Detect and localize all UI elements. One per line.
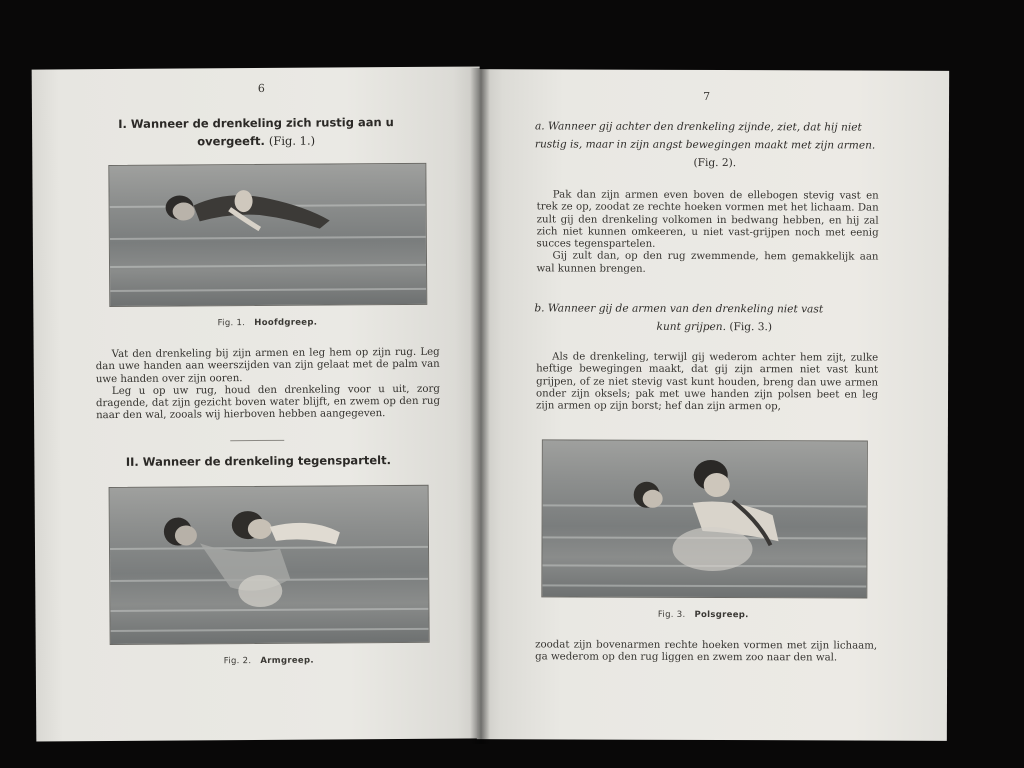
section-divider [230, 440, 284, 441]
paragraph-block-b [536, 351, 878, 414]
section-heading-1 [52, 113, 460, 152]
figure-3-caption [541, 609, 865, 620]
figure-reference: (Fig. 1.) [268, 133, 316, 148]
figure-reference: (Fig. 3.) [729, 321, 773, 334]
figure-1-photo [108, 163, 427, 307]
figure-title: Armgreep. [260, 655, 314, 666]
page-number: 7 [703, 89, 711, 103]
paragraph-block-a [536, 189, 878, 276]
left-page [32, 66, 485, 741]
heading-line [534, 317, 894, 336]
paragraph: Als de drenkeling, terwijl gij wederom achter hem zijt, zulke heftige bewegingen maakt, dat gij zijn armen niet vast kunt grijpen, of ze niet stevig vast kunt houden, breng dan uwe armen onder zijn oksels; pak met uwe handen zijn polsen beet en leg zijn armen op zijn borst; hef dan zijn armen op, [535, 351, 879, 413]
figure-title: Hoofdgreep. [254, 317, 318, 329]
subsection-b-heading [534, 299, 894, 336]
figure-3-photo [541, 439, 868, 598]
heading-line: a. Wanneer gij achter den drenkeling zijnde, ziet, dat hij niet [534, 120, 862, 134]
subsection-a-heading [535, 117, 895, 172]
figure-1-caption [109, 317, 425, 329]
heading-line [52, 131, 460, 152]
swimmers-illustration [109, 164, 426, 306]
heading-line: b. Wanneer gij de armen van den drenkeling niet vast [534, 302, 824, 316]
swimmers-illustration [110, 486, 429, 644]
paragraph-block-1 [96, 347, 441, 423]
figure-label: Fig. 2. [223, 656, 252, 667]
paragraph-block-b2 [535, 639, 877, 665]
heading-line: I. Wanneer de drenkeling zich rustig aan u [118, 115, 394, 131]
paragraph: Leg u op uw rug, houd den drenkeling voor u uit, zorg dragende, dat zijn gezicht boven water blijft, en zwem op den rug naar den wal, zooals wij hierboven hebben aangegeven. [95, 383, 441, 422]
swimmers-illustration [542, 440, 867, 597]
figure-reference: (Fig. 2). [693, 156, 737, 170]
paragraph: Pak dan zijn armen even boven de ellebogen stevig vast en trek ze op, zoodat ze rechte hoeken vormen met het lichaam. Dan zult gij den drenkeling volkomen in bedwang hebben, en hij zal zich niet kunnen omkeeren, u niet vast-grijpen noch met eenig succes tegenspartelen. [536, 189, 879, 250]
paragraph: Vat den drenkeling bij zijn armen en leg hem op zijn rug. Leg dan uwe handen aan weerszijden van zijn gelaat met de palm van uwe handen over zijn ooren. [95, 346, 440, 385]
paragraph: Gij zult dan, op den rug zwemmende, hem gemakkelijk aan wal kunnen brengen. [536, 250, 879, 275]
figure-2-caption [110, 655, 428, 667]
page-number: 6 [257, 81, 265, 95]
right-page [477, 69, 949, 741]
paragraph: zoodat zijn bovenarmen rechte hoeken vormen met zijn lichaam, ga wederom op den rug liggen en zwem zoo naar den wal. [535, 639, 878, 664]
heading-line: rustig is, maar in zijn angst bewegingen maakt met zijn armen. [534, 138, 876, 152]
section-heading-2: II. Wanneer de drenkeling tegenspartelt. [125, 453, 392, 469]
heading-line-text: kunt grijpen. [656, 320, 727, 334]
figure-title: Polsgreep. [694, 609, 749, 621]
figure-label: Fig. 1. [217, 318, 246, 329]
figure-2-photo [109, 485, 430, 645]
heading-line-text: overgeeft. [197, 133, 265, 149]
figure-label: Fig. 3. [657, 609, 686, 620]
